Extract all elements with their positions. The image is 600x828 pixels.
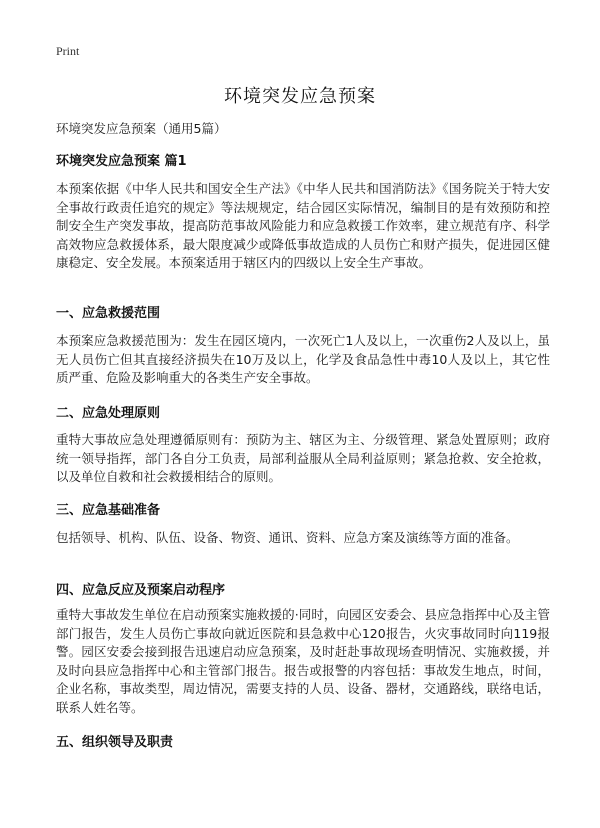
section-heading-scope: 一、应急救援范围 <box>56 306 161 321</box>
section-heading-organization: 五、组织领导及职责 <box>56 735 174 750</box>
print-label: Print <box>56 44 80 58</box>
section-body-response: 重特大事故发生单位在启动预案实施救援的·同时，向园区安委会、县应急指挥中心及主管部门报告，发生人员伤亡事故向就近医院和县急救中心120报告，火灾事故同时向119报警。园区安委会接到报告迅速启动应急预案，及时赶赴事故现场查明情况、实施救援，并及时向县应急指挥中心和主管部门报告。报告或报警的内容包括：事故发生地点，时间，企业名称，事故类型，周边情况，需要支持的人员、设备、器材，交通路线，联络电话，联系人姓名等。 <box>56 607 550 715</box>
document-subtitle: 环境突发应急预案（通用5篇） <box>56 121 227 136</box>
section-body-principles: 重特大事故应急处理遵循原则有：预防为主、辖区为主、分级管理、紧急处置原则；政府统一领导指挥，部门各自分工负责，局部利益服从全局利益原则；紧急抢救、安全抢救，以及单位自救和社会救援相结合的原则。 <box>56 432 550 484</box>
section-body-scope: 本预案应急救援范围为：发生在园区境内，一次死亡1人及以上，一次重伤2人及以上，虽无人员伤亡但其直接经济损失在10万及以上，化学及食品急性中毒10人及以上，其它性质严重、危险及影响重大的各类生产安全事故。 <box>56 333 550 385</box>
section-body-preparation: 包括领导、机构、队伍、设备、物资、通讯、资料、应急方案及演练等方面的准备。 <box>56 530 519 545</box>
section-heading-preparation: 三、应急基础准备 <box>56 503 161 518</box>
page-title: 环境突发应急预案 <box>224 86 376 107</box>
intro-paragraph: 本预案依据《中华人民共和国安全生产法》《中华人民共和国消防法》《国务院关于特大安全事故行政责任追究的规定》等法规规定，结合园区实际情况，编制目的是有效预防和控制安全生产突发事故，提高防范事故风险能力和应急救援工作效率，建立规范有序、科学高效物应急救援体系，最大限度减少或降低事故造成的人员伤亡和财产损失，促进园区健康稳定、安全发展。本预案适用于辖区内的四级以上安全生产事故。 <box>56 181 550 270</box>
section-heading-principles: 二、应急处理原则 <box>56 406 161 421</box>
section-heading-response: 四、应急反应及预案启动程序 <box>56 583 226 598</box>
article-heading: 环境突发应急预案 篇1 <box>56 154 187 169</box>
